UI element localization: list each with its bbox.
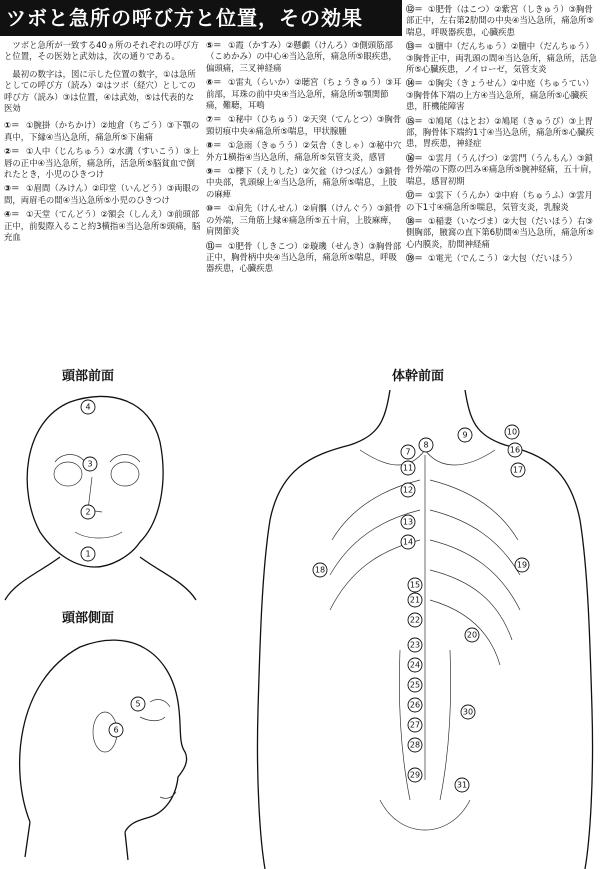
point-marker-13 — [401, 515, 415, 529]
point-marker-21 — [408, 593, 422, 607]
point-marker-20 — [465, 628, 479, 642]
point-marker-19 — [515, 558, 529, 572]
acupoint-entry — [406, 216, 598, 250]
acupoint-entry — [206, 166, 402, 200]
entry-text: ①電光（でんこう）②大包（だいほう） — [428, 253, 578, 264]
acupoint-entry — [406, 153, 598, 187]
point-marker-24 — [408, 658, 422, 672]
intro-paragraph: ツボと急所が一致する40ヵ所のそれぞれの呼び方と位置，その医効と武効は，次の通りである。 — [4, 40, 199, 62]
point-marker-11 — [401, 461, 415, 475]
svg-text:9: 9 — [462, 430, 468, 440]
acupoint-entry — [406, 190, 598, 213]
point-marker-10 — [505, 425, 519, 439]
svg-text:21: 21 — [409, 595, 421, 605]
svg-text:1: 1 — [85, 549, 91, 559]
point-marker-16 — [508, 443, 522, 457]
svg-text:8: 8 — [423, 440, 429, 450]
entry-number: ⑲＝ — [406, 253, 423, 264]
svg-text:18: 18 — [314, 565, 326, 575]
svg-text:13: 13 — [402, 517, 414, 527]
entry-number: ②＝ — [4, 146, 20, 157]
point-marker-26 — [408, 698, 422, 712]
point-marker-14 — [401, 535, 415, 549]
entry-text: ①雷丸（らいか）②聴宮（ちょうきゅう）③耳前部，耳珠の前中央④当込急所，痛急所⑤顎関節痛，難聴，耳鳴 — [206, 77, 402, 111]
entry-number: ⑰＝ — [406, 190, 423, 201]
svg-text:6: 6 — [113, 725, 119, 735]
svg-text:15: 15 — [409, 580, 421, 590]
entry-text: ①天堂（てんどう）②額会（しんえ）③前頭部正中，前髪際入ること約3横指④当込急所⑤頭痛，脳充血 — [4, 209, 201, 243]
svg-text:5: 5 — [135, 699, 141, 709]
entry-number: ⑥＝ — [206, 77, 222, 88]
acupoint-entry — [206, 114, 402, 137]
point-marker-2 — [81, 505, 95, 519]
svg-text:2: 2 — [85, 507, 91, 517]
svg-text:27: 27 — [409, 720, 421, 730]
point-marker-12 — [401, 483, 415, 497]
entry-text: ①眉間（みけん）②印堂（いんどう）③両眼の間，両眉毛の間④当込急所⑤小児のひきつけ — [4, 183, 200, 205]
entry-number: ⑦＝ — [206, 114, 222, 125]
entry-text: ①雲月（うんげつ）②雲門（うんもん）③鎖骨外端の下際の凹み④痛急所⑤腕神経痛，五十肩，喘息，感冒初期 — [406, 152, 597, 186]
acupoint-entry — [4, 120, 202, 143]
entry-text: ①肩先（けんせん）②肩髃（けんぐう）③鎖骨の外端，三角筋上縁④痛急所⑤五十肩，上肢麻痺，肩関節炎 — [206, 203, 402, 237]
entry-number: ⑤＝ — [206, 40, 222, 50]
svg-text:20: 20 — [466, 630, 478, 640]
entry-number: ⑪＝ — [206, 240, 223, 251]
svg-text:26: 26 — [409, 700, 421, 710]
svg-text:12: 12 — [402, 485, 414, 495]
torso-front-label: 体幹前面 — [392, 369, 445, 384]
point-marker-27 — [408, 718, 422, 732]
entry-text: ①人中（じんちゅう）②水溝（すいこう）③上唇の正中④当込急所，痛急所，活急所⑤脳貧血で倒れたとき，小児のひきつけ — [4, 146, 200, 180]
point-marker-28 — [408, 738, 422, 752]
entry-text: ①秘中（ひちゅう）②天突（てんとつ）③胸骨頸切痕中央④痛急所⑤喘息，甲状腺腫 — [206, 114, 402, 136]
head-front-figure — [0, 382, 200, 602]
point-marker-3 — [83, 457, 97, 471]
entry-number: ⑫＝ — [406, 4, 423, 14]
svg-text:14: 14 — [402, 537, 414, 547]
point-marker-18 — [313, 563, 327, 577]
svg-text:19: 19 — [516, 560, 528, 570]
point-marker-29 — [408, 768, 422, 782]
svg-text:23: 23 — [409, 640, 421, 650]
text-column-right — [406, 4, 598, 268]
point-marker-15 — [408, 578, 422, 592]
point-marker-8 — [419, 438, 433, 452]
point-marker-7 — [401, 445, 415, 459]
point-marker-30 — [461, 705, 475, 719]
point-marker-22 — [408, 613, 422, 627]
point-marker-31 — [455, 778, 469, 792]
entry-text: ①胸尖（きょうせん）②中庭（ちゅうてい）③胸骨体下端の上方④当込急所，痛急所⑤心臓疾患，肝機能障害 — [406, 78, 594, 112]
svg-text:11: 11 — [402, 463, 414, 473]
intro-paragraph: 最初の数字は，図に示した位置の数字，①は急所としての呼び方（読み）②はツボ（経穴）としての呼び方（読み）③は位置，④は武効，⑤は代表的な医効 — [4, 68, 196, 114]
svg-text:7: 7 — [405, 447, 411, 457]
entry-number: ⑱＝ — [406, 215, 423, 226]
svg-text:16: 16 — [509, 445, 521, 455]
text-column-middle — [206, 40, 402, 278]
svg-text:28: 28 — [409, 740, 421, 750]
entry-number: ⑧＝ — [206, 140, 222, 151]
entry-text: ①肥骨（はこつ）②紫宮（しきゅう）③胸骨部正中，左右第2肋間の中央④当込急所，痛急所⑤喘息，呼吸器疾患，心臓疾患 — [406, 4, 594, 37]
acupoint-entry — [406, 116, 598, 150]
page-title: ツボと急所の呼び方と位置，その効果 — [0, 0, 402, 36]
entry-number: ③＝ — [4, 183, 20, 194]
head-front-label: 頭部前面 — [62, 369, 115, 384]
entry-number: ⑩＝ — [206, 203, 222, 214]
acupoint-entry — [406, 78, 598, 112]
entry-number: ④＝ — [4, 209, 20, 220]
entry-text: ①霞（かすみ）②懸顱（けんろ）③側頭筋部（こめかみ）の中心④当込急所，痛急所⑤眼疾患，偏頭痛，三叉神経痛 — [206, 40, 397, 73]
svg-text:30: 30 — [462, 707, 474, 717]
entry-text: ①膻中（だんちゅう）②膻中（だんちゅう）③胸骨正中，両乳頭の間④当込急所，痛急所，活急所⑤心臓疾患，ノイローゼ，気管支炎 — [406, 41, 597, 75]
acupoint-entry — [406, 4, 598, 38]
point-marker-17 — [511, 463, 525, 477]
acupoint-entry — [206, 140, 402, 163]
torso-front-figure — [250, 380, 600, 869]
entry-number: ⑬＝ — [406, 41, 423, 52]
svg-text:17: 17 — [512, 465, 524, 475]
svg-text:4: 4 — [85, 402, 91, 412]
point-marker-9 — [458, 428, 472, 442]
acupoint-entry — [4, 183, 202, 206]
point-marker-4 — [81, 400, 95, 414]
acupoint-entry — [206, 77, 402, 111]
acupoint-entry — [406, 41, 598, 75]
acupoint-entry — [206, 40, 402, 74]
entry-text: ①雲下（うんか）②中府（ちゅうふ）③雲月の下1寸④痛急所⑤喘息，気管支炎，乳腺炎 — [406, 190, 593, 212]
point-marker-1 — [81, 547, 95, 561]
acupoint-entry — [206, 241, 402, 275]
acupoint-entry — [4, 209, 202, 243]
head-side-figure — [0, 622, 200, 862]
text-column-left — [4, 40, 202, 247]
svg-text:31: 31 — [456, 780, 468, 790]
svg-text:3: 3 — [87, 459, 93, 469]
entry-text: ①鳩尾（はとお）②鳩尾（きゅうび）③上胃部，胸骨体下端約1寸④当込急所，痛急所⑤心臓疾患，胃疾患，神経症 — [406, 115, 594, 149]
acupoint-entry — [4, 146, 202, 180]
svg-text:25: 25 — [409, 680, 421, 690]
entry-number: ⑨＝ — [206, 166, 222, 177]
entry-text: ①急雨（きゅうう）②気舎（きしゃ）③秘中穴外方1横指④当込急所，痛急所⑤気管支炎，感冒 — [206, 140, 402, 162]
point-marker-5 — [131, 697, 145, 711]
point-marker-25 — [408, 678, 422, 692]
svg-text:24: 24 — [409, 660, 421, 670]
entry-text: ①腕掛（かちかけ）②地倉（ちごう）③下顎の真中，下縁④当込急所，痛急所⑤下歯痛 — [4, 120, 200, 142]
svg-text:10: 10 — [506, 427, 518, 437]
point-marker-23 — [408, 638, 422, 652]
point-marker-6 — [109, 723, 123, 737]
entry-number: ⑭＝ — [406, 78, 423, 89]
entry-text: ①稲妻（いなづま）②大包（だいほう）右③側胸部，腋窩の直下第6肋間④当込急所，痛急所⑤心内膜炎，肋間神経痛 — [406, 215, 594, 249]
head-side-label: 頭部側面 — [62, 611, 115, 626]
svg-text:29: 29 — [409, 770, 421, 780]
entry-number: ⑮＝ — [406, 115, 423, 126]
svg-text:22: 22 — [409, 615, 421, 625]
entry-text: ①肥骨（しきこつ）②璇璣（せんき）③胸骨部正中，胸骨柄中央④当込急所，痛急所⑤喘息，呼吸器疾患，心臓疾患 — [206, 240, 402, 274]
entry-number: ①＝ — [4, 120, 20, 131]
entry-text: ①櫟下（えりした）②欠盆（けつぼん）③鎖骨中央部，乳頭線上④当込急所，痛急所⑤喘息，上肢の麻痺 — [206, 166, 402, 199]
entry-number: ⑯＝ — [406, 152, 423, 163]
acupoint-entry — [206, 203, 402, 237]
acupoint-entry — [406, 253, 598, 264]
